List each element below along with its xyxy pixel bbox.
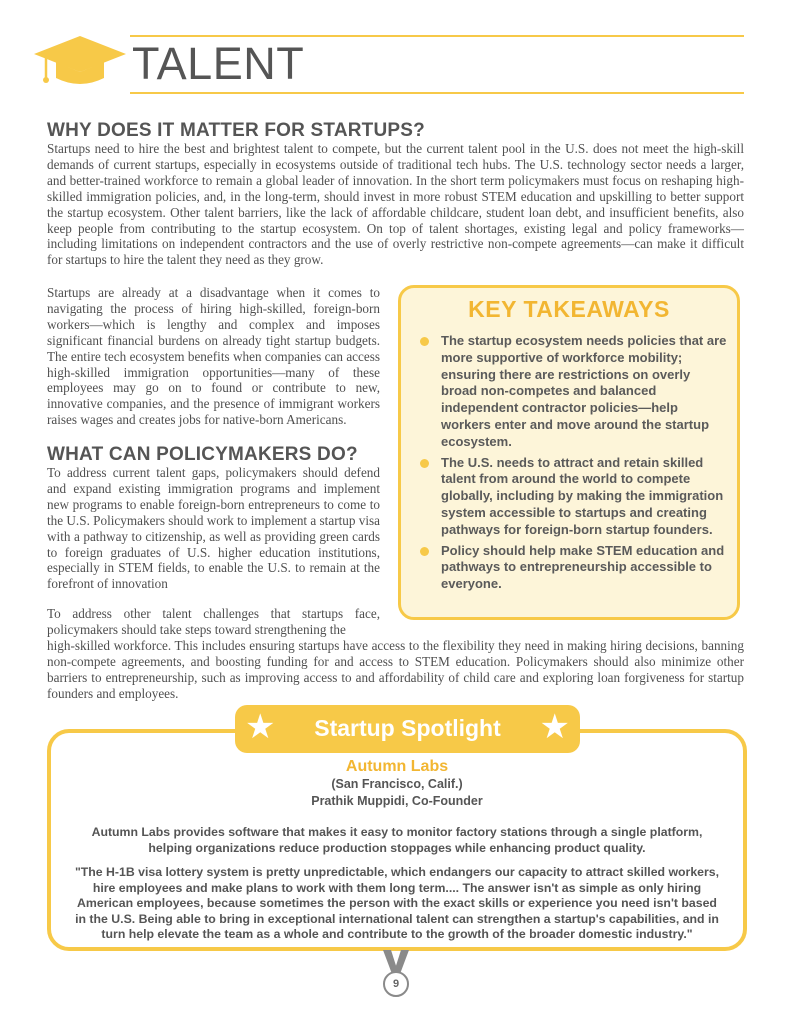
star-icon: ★ — [245, 709, 276, 746]
why-heading: WHY DOES IT MATTER FOR STARTUPS? — [47, 120, 425, 141]
company-name: Autumn Labs — [345, 758, 449, 775]
founder-quote: "The H-1B visa lottery system is pretty unpredictable, which endangers our capacity to attract skilled workers, hire employees and make plans to work with them long term.... The answer isn't as simple as only hiring American employees, because sometimes the person with the exact skills or experience you need isn't based in the U.S. Being able to bring in exceptional international talent can strengthen a startup's capabilities, and in turn help elevate the team as a whole and contribute to the growth of the broader domestic industry." — [74, 865, 720, 942]
what-paragraph: To address current talent gaps, policymakers should defend and expand existing immigration programs and implement new programs to enable foreign-born entrepreneurs to come to the U.S. Policymakers should work to implement a startup visa with a pathway to citizenship, as well as providing green cards to foreign graduates of U.S. higher education institutions, especially in STEM fields, to enable the U.S. to remain at the forefront of innovation — [47, 465, 380, 592]
header-rule-top — [130, 35, 744, 37]
key-takeaway-item: The U.S. needs to attract and retain skilled talent from around the world to compete globally, including by making the immigration system accessible to startups and creating pathways for foreign-born startup founders. — [417, 455, 727, 539]
bullet-icon — [420, 337, 429, 346]
why-paragraph-2: Startups are already at a disadvantage when it comes to navigating the process of hiring high-skilled, foreign-born workers—which is lengthy and complex and imposes significant financial burdens on already tight startup budgets. The entire tech ecosystem benefits when companies can access high-skilled immigration opportunities—many of these employees may go on to found or contribute to new, innovative companies, and the presence of immigrant workers raises wages and creates jobs for native-born Americans. — [47, 285, 380, 428]
why-paragraph: Startups need to hire the best and brightest talent to compete, but the current talent pool in the U.S. does not meet the high-skill demands of current startups, especially in ecosystems outside of traditional tech hubs. The U.S. technology sector needs a larger, and better-trained workforce to remain a global leader of innovation. In the short term policymakers must focus on reshaping high-skilled immigration policies, and, in the long-term, should invest in more robust STEM education and upskilling to better support the startup ecosystem. Other talent barriers, like the lack of affordable childcare, student loan debt, and insufficient benefits, also keep people from contributing to the startup ecosystem. On top of talent shortages, existing legal and policy frameworks—including limitations on independent contractors and the use of overly restrictive non-compete agreements—can make it difficult for startups to hire the talent they need as they grow. — [47, 141, 744, 268]
key-takeaway-item: Policy should help make STEM education and pathways to entrepreneurship accessible to everyone. — [417, 543, 727, 593]
key-takeaways-box — [398, 285, 740, 620]
key-takeaway-item: The startup ecosystem needs policies that are more supportive of workforce mobility; ensuring there are restrictions on overly broad non-competes and balanced independent contractor policies—help workers enter and move around the startup ecosystem. — [417, 333, 727, 451]
graduation-cap-icon — [32, 32, 128, 90]
company-location: (San Francisco, Calif.) — [331, 777, 463, 791]
what-heading: WHAT CAN POLICYMAKERS DO? — [47, 444, 358, 465]
company-description: Autumn Labs provides software that makes it easy to monitor factory stations through a single platform, helping organizations reduce production stoppages while enhancing product quality. — [91, 825, 703, 855]
startup-spotlight-title: Startup Spotlight — [314, 715, 501, 741]
startup-spotlight-banner — [235, 705, 580, 753]
star-icon: ★ — [539, 709, 570, 746]
what-paragraph-2-start: To address other talent challenges that startups face, policymakers should take steps toward strengthening the — [47, 606, 380, 637]
page-number: 9 — [383, 971, 409, 997]
key-takeaways-title: KEY TAKEAWAYS — [468, 296, 670, 322]
header-rule-bottom — [130, 92, 744, 94]
bullet-icon — [420, 547, 429, 556]
key-takeaways-list — [417, 333, 727, 597]
page-title: TALENT — [132, 38, 305, 89]
what-paragraph-2-end: high-skilled workforce. This includes ensuring startups have access to the flexibility they need in making hiring decisions, banning non-compete agreements, and boosting funding for and access to STEM education. Policymakers should also minimize other barriers to entrepreneurship, such as improving access to and affordability of child care and exploring loan forgiveness for startup founders and employees. — [47, 638, 744, 701]
company-founder: Prathik Muppidi, Co-Founder — [311, 794, 483, 808]
bullet-icon — [420, 459, 429, 468]
